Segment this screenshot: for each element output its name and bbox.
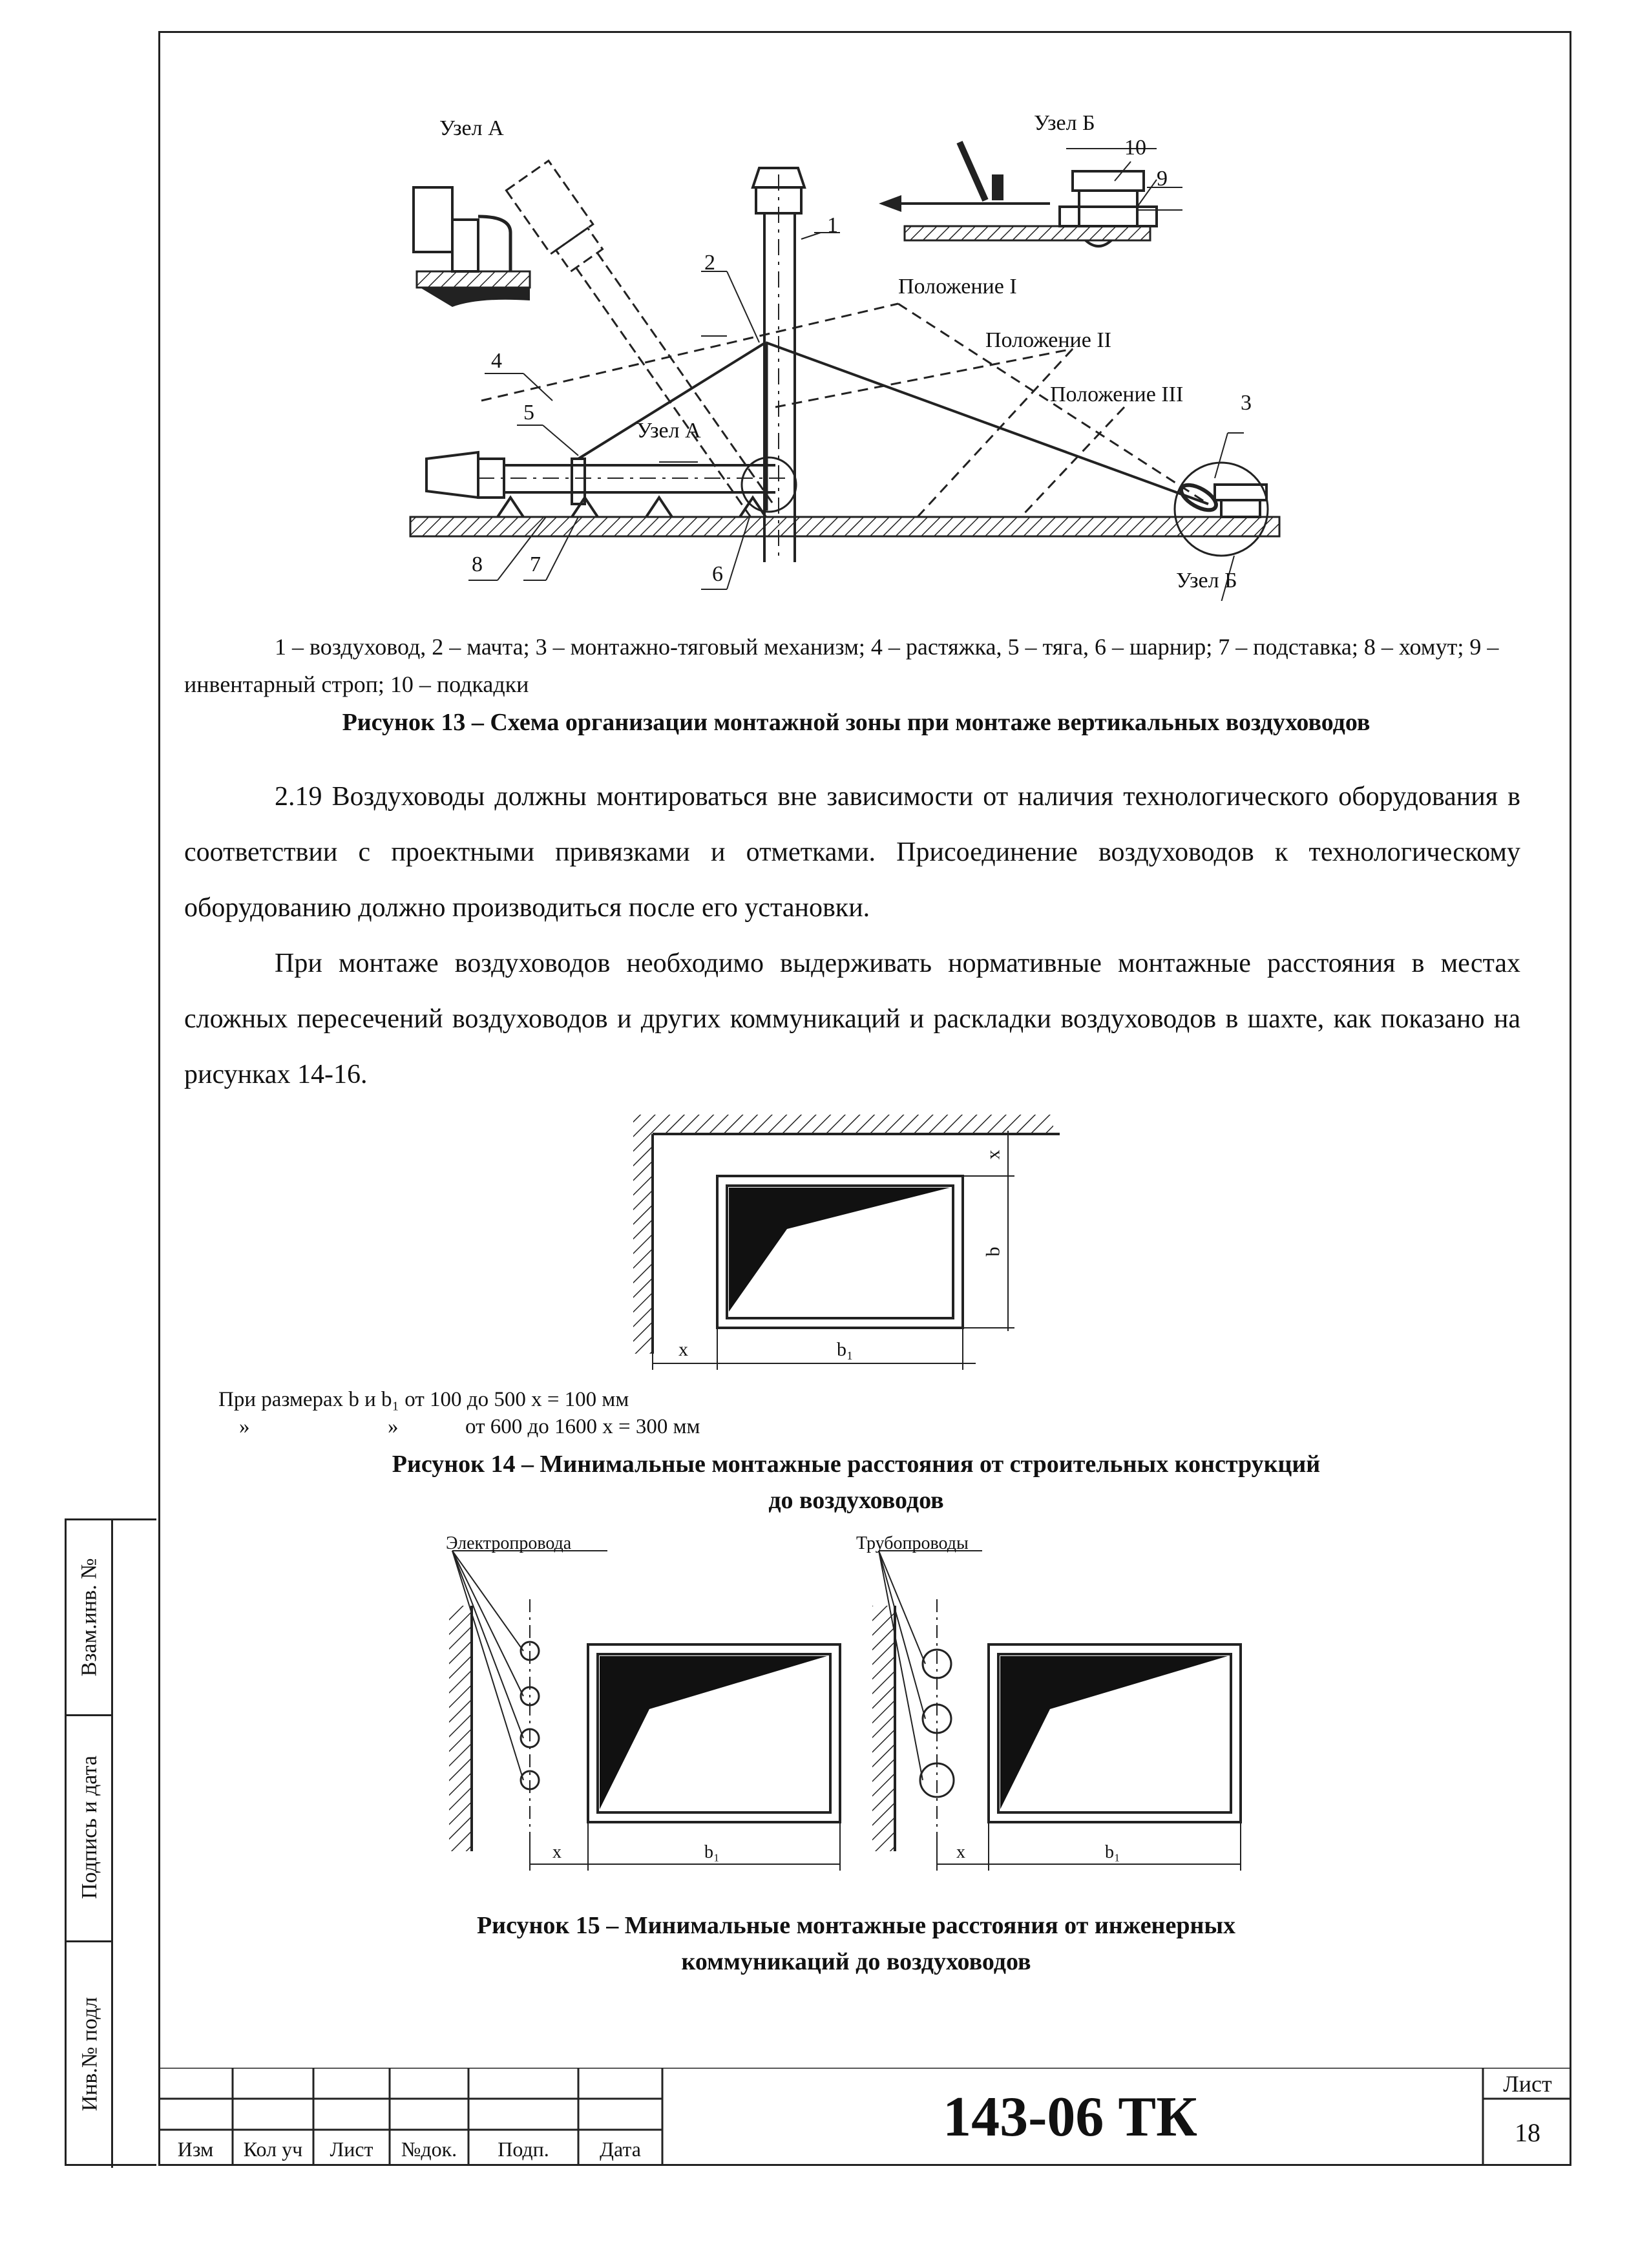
figure-15-caption-line2: коммуникаций до воздуховодов <box>681 1948 1031 1975</box>
label-position-3: Положение III <box>1050 383 1184 406</box>
figure-14-note-quote2: » <box>388 1415 399 1438</box>
figure-14-note-quote1: » <box>239 1415 250 1438</box>
dim-x-right: x <box>982 1150 1004 1160</box>
dim-x-right: x <box>956 1842 965 1862</box>
stamp-podp: Подп. <box>498 2137 549 2161</box>
figure-14 <box>620 1105 1073 1389</box>
horizontal-duct <box>426 452 796 517</box>
label-3: 3 <box>1241 391 1252 415</box>
figure-13-legend: 1 – воздуховод, 2 – мачта; 3 – монтажно-тяговый механизм; 4 – растяжка, 5 – тяга, 6 – шарнир; 7 – подставка; 8 – хомут; 9 – инвентарный строп; 10 – подкадки <box>184 634 1499 697</box>
dim-b1-left: b₁ <box>704 1842 720 1862</box>
dim-b1-bottom: b₁ <box>837 1339 854 1360</box>
label-9: 9 <box>1157 167 1168 191</box>
side-strip <box>65 1518 156 2166</box>
side-label-replace-inv: Взам.инв. № <box>78 1558 102 1677</box>
dim-b-right: b <box>982 1246 1004 1257</box>
label-position-2: Положение II <box>985 328 1111 352</box>
label-node-a: Узел А <box>439 116 504 140</box>
label-7: 7 <box>530 552 541 576</box>
label-5: 5 <box>523 401 534 425</box>
label-electric-wires: Электропровода <box>446 1533 572 1553</box>
label-node-b: Узел Б <box>1034 111 1095 135</box>
vertical-duct <box>753 168 804 562</box>
figure-13-caption: Рисунок 13 – Схема организации монтажной зоны при монтаже вертикальных воздуховодов <box>342 709 1371 736</box>
node-a-detail <box>414 187 530 307</box>
label-1: 1 <box>827 213 838 237</box>
stamp-list: Лист <box>330 2137 373 2161</box>
sheet-number: 18 <box>1515 2117 1540 2147</box>
figure-14-caption-line2: до воздуховодов <box>768 1487 944 1514</box>
side-label-signature-date: Подпись и дата <box>78 1756 101 1899</box>
label-10: 10 <box>1124 136 1146 160</box>
stamp-data: Дата <box>600 2137 641 2161</box>
figure-14-caption-line1: Рисунок 14 – Минимальные монтажные расстояния от строительных конструкций <box>392 1451 1321 1478</box>
figure-14-note-line2: от 600 до 1600 x = 300 мм <box>465 1415 700 1438</box>
figure-13 <box>375 97 1292 601</box>
figure-15 <box>439 1533 1292 1903</box>
stamp-izm: Изм <box>177 2137 214 2161</box>
dim-b1-right: b₁ <box>1105 1842 1120 1862</box>
label-pipelines: Трубопроводы <box>856 1533 969 1553</box>
stamp-ndok: №док. <box>401 2137 457 2161</box>
stamp-kol: Кол уч <box>243 2137 303 2161</box>
node-b-circle <box>1175 463 1268 556</box>
figure-15-caption-line1: Рисунок 15 – Минимальные монтажные расстояния от инженерных <box>476 1912 1236 1939</box>
dim-x-left: x <box>552 1842 562 1862</box>
label-8: 8 <box>472 552 483 576</box>
label-node-b-bottom: Узел Б <box>1176 569 1237 593</box>
label-2: 2 <box>704 251 715 275</box>
label-node-a-mid: Узел А <box>636 419 701 443</box>
paragraph-2-19: 2.19 Воздуховоды должны монтироваться вне зависимости от наличия технологического оборудования в соответствии с проектными привязками и отметками. Присоединение воздуховодов к технологическому оборудованию должно производиться после его установки. <box>184 782 1520 923</box>
sheet-label: Лист <box>1503 2071 1552 2097</box>
label-position-1: Положение I <box>898 275 1017 299</box>
document-number: 143-06 ТК <box>943 2085 1197 2148</box>
figure-14-note-line1: При размерах b и b₁ от 100 до 500 x = 100 мм <box>218 1388 629 1411</box>
label-6: 6 <box>712 562 723 586</box>
paragraph-montage: При монтаже воздуховодов необходимо выдерживать нормативные монтажные расстояния в местах сложных пересечений воздуховодов и других коммуникаций и раскладки воздуховодов в шахте, как показано на рисунках 14-16. <box>184 949 1520 1089</box>
label-4: 4 <box>491 349 502 373</box>
floor-slab <box>410 517 1279 536</box>
side-label-inv-orig: Инв.№ подл <box>78 1997 102 2112</box>
dim-x-bottom: x <box>678 1339 688 1360</box>
